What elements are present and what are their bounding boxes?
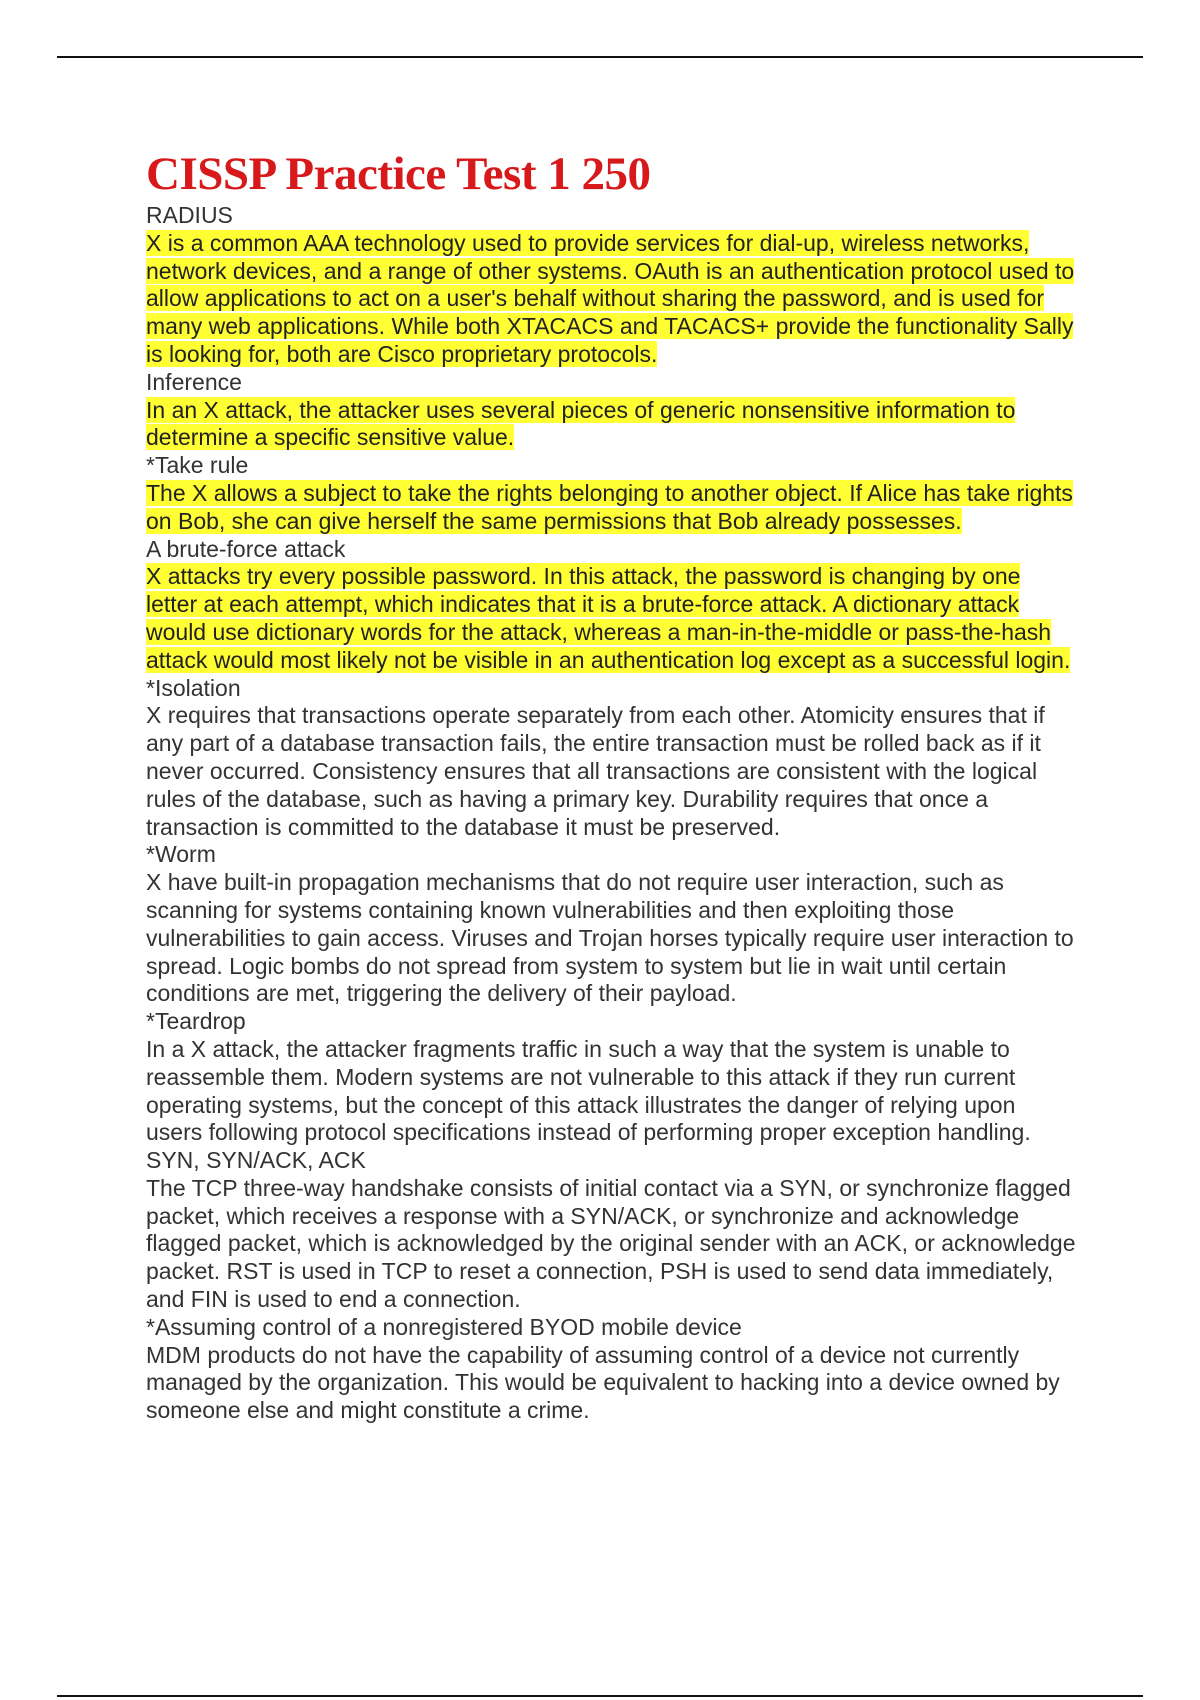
entry-definition xyxy=(146,563,1076,674)
entry xyxy=(146,202,1076,369)
entry-term: RADIUS xyxy=(146,202,233,228)
entry xyxy=(146,1008,1076,1147)
entry-definition: X requires that transactions operate separately from each other. Atomicity ensures that if any part of a database transaction fails, the entire transaction must be rolled back as if it never occurred. Consistency ensures that all transactions are consistent with the logical rules of the database, such as having a primary key. Durability requires that once a transaction is committed to the database it must be preserved. xyxy=(146,702,1045,840)
entry-definition: The TCP three-way handshake consists of initial contact via a SYN, or synchronize flagged packet, which receives a response with a SYN/ACK, or synchronize and acknowledge flagged packet, which is acknowledged by the original sender with an ACK, or acknowledge packet. RST is used in TCP to reset a connection, PSH is used to send data immediately, and FIN is used to end a connection. xyxy=(146,1174,1076,1313)
entry-definition xyxy=(146,480,1076,536)
entry-term: *Isolation xyxy=(146,674,241,701)
entry-term: *Assuming control of a nonregistered BYOD mobile device xyxy=(146,1313,742,1340)
entry xyxy=(146,1314,1076,1425)
entry-definition: In a X attack, the attacker fragments traffic in such a way that the system is unable to reassemble them. Modern systems are not vulnerable to this attack if they run current operating systems, but the concept of this attack illustrates the danger of relying upon users following protocol specifications instead of performing proper exception handling. xyxy=(146,1035,1031,1146)
entry xyxy=(146,452,1076,535)
entry xyxy=(146,1147,1076,1314)
highlighted-text: In an X attack, the attacker uses several pieces of generic nonsensitive information to determine a specific sensitive value. xyxy=(146,396,1016,451)
entry xyxy=(146,369,1076,452)
top-rule xyxy=(57,56,1143,58)
entry-term: *Teardrop xyxy=(146,1008,246,1035)
entry xyxy=(146,841,1076,1008)
entry-definition: MDM products do not have the capability of assuming control of a device not currently managed by the organization. This would be equivalent to hacking into a device owned by someone else and might constitute a crime. xyxy=(146,1341,1060,1424)
entry-definition xyxy=(146,397,1076,453)
bottom-rule xyxy=(57,1695,1143,1697)
entry-term: A brute-force attack xyxy=(146,535,346,562)
highlighted-text: The X allows a subject to take the rights belonging to another object. If Alice has take rights on Bob, she can give herself the same permissions that Bob already possesses. xyxy=(146,479,1073,534)
entry-term: Inference xyxy=(146,368,242,395)
entry-definition: X have built-in propagation mechanisms that do not require user interaction, such as scanning for systems containing known vulnerabilities and then exploiting those vulnerabilities to gain access. Viruses and Trojan horses typically require user interaction to spread. Logic bombs do not spread from system to system but lie in wait until certain conditions are met, triggering the delivery of their payload. xyxy=(146,869,1074,1007)
highlighted-text: X attacks try every possible password. In this attack, the password is changing by one letter at each attempt, which indicates that it is a brute-force attack. A dictionary attack would use dictionary words for the attack, whereas a man-in-the-middle or pass-the-hash attack would most likely not be visible in an authentication log except as a successful login. xyxy=(146,563,1071,673)
document-body xyxy=(146,146,1076,1425)
highlighted-text: X is a common AAA technology used to provide services for dial-up, wireless networks, network devices, and a range of other systems. OAuth is an authentication protocol used to allow applications to act on a user's behalf without sharing the password, and is used for many web applications. While both XTACACS and TACACS+ provide the functionality Sally is looking for, both are Cisco proprietary protocols. xyxy=(146,229,1075,367)
entry xyxy=(146,675,1076,842)
entry-definition xyxy=(146,230,1076,369)
entry-term: SYN, SYN/ACK, ACK xyxy=(146,1147,366,1174)
entry xyxy=(146,536,1076,675)
entry-term: *Take rule xyxy=(146,452,249,479)
entry-term: *Worm xyxy=(146,841,216,868)
document-title: CISSP Practice Test 1 250 xyxy=(146,148,651,200)
